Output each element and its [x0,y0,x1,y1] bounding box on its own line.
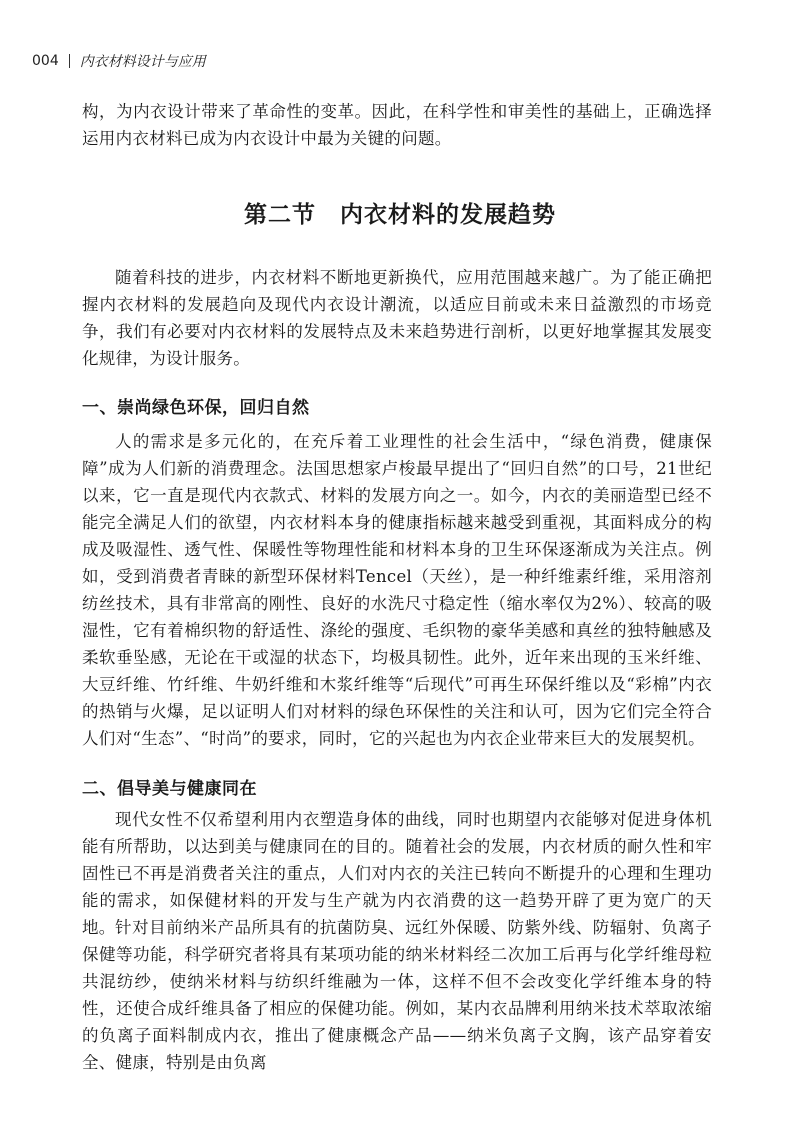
book-title: 内衣材料设计与应用 [79,54,206,70]
section-lead-paragraph: 随着科技的进步，内衣材料不断地更新换代，应用范围越来越广。为了能正确把握内衣材料的发展趋向及现代内衣设计潮流，以适应目前或未来日益激烈的市场竞争，我们有必要对内衣材料的发展特点及未来趋势进行剖析，以更好地掌握其发展变化规律，为设计服务。 [82,268,712,368]
subsection-1-paragraph-1: 人的需求是多元化的，在充斥着工业理性的社会生活中，“绿色消费，健康保障”成为人们新的消费理念。法国思想家卢梭最早提出了“回归自然”的口号，21世纪以来，它一直是现代内衣款式、材料的发展方向之一。如今，内衣的美丽造型已经不能完全满足人们的欲望，内衣材料本身的健康指标越来越受到重视，其面料成分的构成及吸湿性、透气性、保暖性等物理性能和材料本身的卫生环保逐渐成为关注点。例如，受到消费者青睐的新型环保材料Tencel（天丝），是一种纤维素纤维，采用溶剂纺丝技术，具有非常高的刚性、良好的水洗尺寸稳定性（缩水率仅为2%）、较高的吸湿性，它有着棉织物的舒适性、涤纶的强度、毛织物的豪华美感和真丝的独特触感及柔软垂坠感，无论在干或湿的状态下，均极具韧性。此外，近年来出现的玉米纤维、大豆纤维、竹纤维、牛奶纤维和木浆纤维等“后现代”可再生环保纤维以及“彩棉”内衣的热销与火爆，足以证明人们对材料的绿色环保性的关注和认可，因为它们完全符合人们对“生态”、“时尚”的要求，同时，它的兴起也为内衣企业带来巨大的发展契机。 [82,432,712,748]
page-number: 004 [32,53,59,69]
subsection-2-paragraph-2: 针对目前纳米产品所具有的抗菌防臭、远红外保暖、防紫外线、防辐射、负离子保健等功能，科学研究者将具有某项功能的纳米材料经二次加工后再与化学纤维母粒共混纺纱，使纳米材料与纺织纤维融为一体，这样不但不会改变化学纤维本身的特性，还使合成纤维具备了相应的保健功能。例如，某内衣品牌利用纳米技术萃取浓缩的负离子面料制成内衣，推出了健康概念产品——纳米负离子文胸，该产品穿着安全、健康，特别是由负离 [82,918,712,1072]
subsection-heading-2: 二、倡导美与健康同在 [82,779,257,799]
header-divider [69,54,70,68]
intro-paragraph: 构，为内衣设计带来了革命性的变革。因此，在科学性和审美性的基础上，正确选择运用内衣材料已成为内衣设计中最为关键的问题。 [82,102,712,148]
subsection-heading-1: 一、崇尚绿色环保，回归自然 [82,398,310,418]
subsection-2-paragraph-1: 现代女性不仅希望利用内衣塑造身体的曲线，同时也期望内衣能够对促进身体机能有所帮助，以达到美与健康同在的目的。随着社会的发展，内衣材质的耐久性和牢固性已不再是消费者关注的重点，人们对内衣的关注已转向不断提升的心理和生理功能的需求，如保健材料的开发与生产就为内衣消费的这一趋势开辟了更为宽广的天地。 [82,810,712,937]
section-title: 第二节 内衣材料的发展趋势 [244,202,556,228]
page-header [32,50,206,72]
